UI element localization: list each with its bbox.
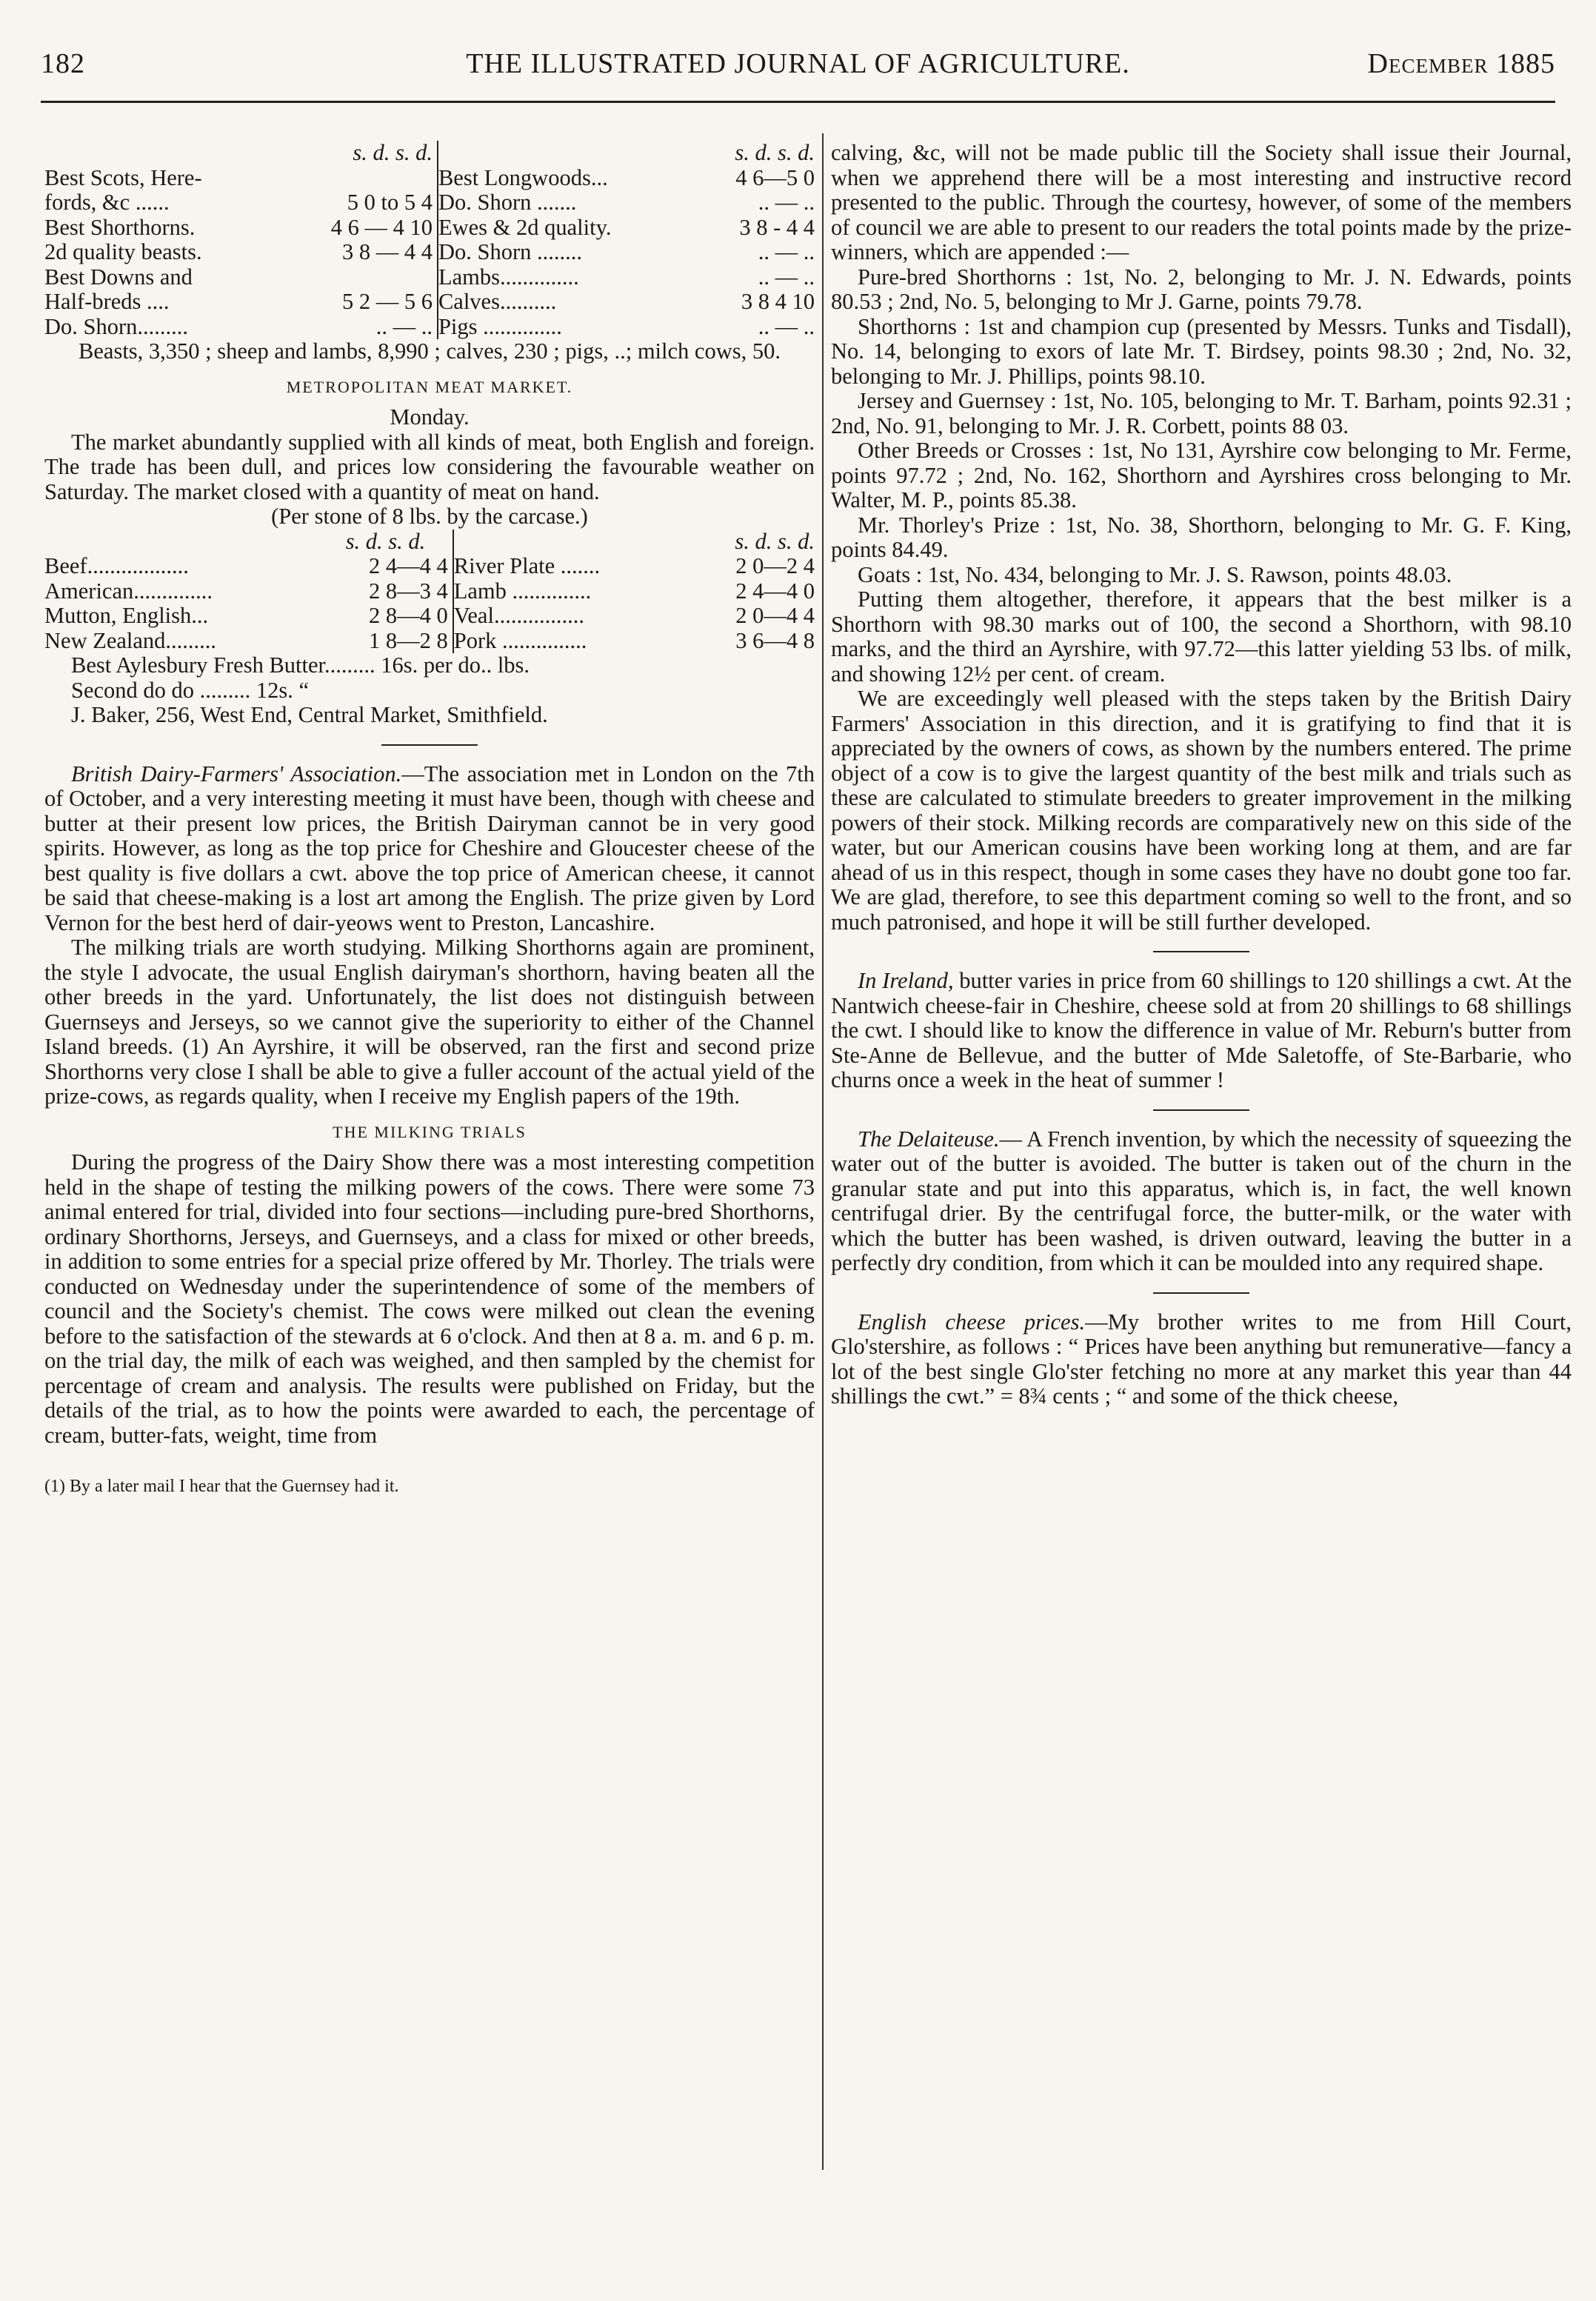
price-row bbox=[44, 604, 815, 629]
meat-market-day: Monday. bbox=[390, 404, 470, 430]
price-right: 3 8 4 10 bbox=[741, 289, 815, 314]
cheese-prices-paragraph bbox=[831, 1310, 1572, 1409]
cheese-prices-text: —My brother writes to me from Hill Court, Glo'stershire, as follows : “ Prices have been anything but remunerative—fancy a lot of the best single Glo'ster fetching no more at any market this year than 44 shillings the cwt.” = 8¾ cents ; “ and some of the thick cheese, bbox=[831, 1309, 1572, 1409]
result-jersey-guernsey: Jersey and Guernsey : 1st, No. 105, belonging to Mr. T. Barham, points 92.31 ; 2nd, No. 91, belonging to Mr. J. R. Corbett, points 88 03. bbox=[831, 388, 1572, 438]
item-right: Lamb .............. bbox=[453, 578, 592, 604]
result-pure-bred-shorthorns: Pure-bred Shorthorns : 1st, No. 2, belonging to Mr. J. N. Edwards, points 80.53 ; 2nd, No. 5, belonging to Mr J. Garne, points 79.78. bbox=[831, 264, 1572, 314]
issue-date: December 1885 bbox=[1367, 48, 1555, 79]
section-divider bbox=[1153, 1292, 1249, 1294]
cattle-rows bbox=[44, 166, 815, 340]
right-column bbox=[831, 141, 1572, 1409]
footnote: (1) By a later mail I hear that the Guernsey had it. bbox=[44, 1477, 399, 1496]
price-left: 5 0 to 5 4 bbox=[278, 190, 438, 216]
meat-market-report: The market abundantly supplied with all kinds of meat, both English and foreign. The trade has been dull, and prices low considering the favourable weather on Saturday. The market closed with a quantity of meat on hand. bbox=[44, 429, 815, 504]
meat-head-right: s. d. s. d. bbox=[735, 528, 815, 554]
item-right: Best Longwoods... bbox=[438, 164, 608, 190]
result-other-breeds: Other Breeds or Crosses : 1st, No 131, Ayrshire cow belonging to Mr. Ferme, points 97.72 ; 2nd, No. 162, Shorthorn and Ayrshires cross belonging to Mr. Walter, M. P., points 85.38. bbox=[831, 438, 1572, 512]
price-right: 3 8 - 4 4 bbox=[739, 214, 815, 240]
price-left bbox=[278, 166, 438, 191]
price-right: 2 0—4 4 bbox=[735, 603, 815, 628]
ireland-text: butter varies in price from 60 shillings to 120 shillings a cwt. At the Nantwich cheese-fair in Cheshire, cheese sold at from 20 shillings to 68 shillings the cwt. I should like to know the difference in value of Mr. Reburn's butter from Ste-Anne de Bellevue, and the butter of Mde Saletoffe, of Ste-Barbarie, who churns once a week in the heat of summer ! bbox=[831, 968, 1572, 1092]
item-right: Do. Shorn ....... bbox=[438, 190, 577, 215]
section-divider bbox=[1153, 951, 1249, 952]
best-milker-summary: Putting them altogether, therefore, it appears that the best milker is a Shorthorn with 98.30 marks out of 100, the second a Shorthorn, with 98.10 marks, and the third an Ayrshire, with 97.72—this latter yielding 53 lbs. of milk, and showing 12½ per cent. of cream. bbox=[831, 587, 1572, 687]
item-right: Ewes & 2d quality. bbox=[438, 214, 612, 240]
left-column bbox=[44, 141, 815, 1500]
section-divider bbox=[381, 744, 478, 746]
item-left: Beef.................. bbox=[44, 553, 189, 578]
journal-title: THE ILLUSTRATED JOURNAL OF AGRICULTURE. bbox=[466, 48, 1130, 79]
market-signature: J. Baker, 256, West End, Central Market, Smithfield. bbox=[71, 702, 548, 727]
item-left: Best Scots, Here- bbox=[44, 164, 202, 190]
price-left: 1 8—2 8 bbox=[318, 629, 453, 654]
price-right: .. — .. bbox=[758, 264, 815, 290]
price-row bbox=[44, 265, 815, 290]
page-header bbox=[41, 47, 1555, 92]
milking-trials-paragraph: The milking trials are worth studying. Milking Shorthorns again are prominent, the style I advocate, the usual English dairyman's shorthorn, having beaten all the other breeds in the yard. Unfortunately, the list does not distinguish between Guernseys and Jerseys, so we cannot give the superiority to either of the Channel Island breeds. (1) An Ayrshire, it will be observed, ran the first and second prize Shorthorns very close I shall be able to give a fuller account of the actual yield of the prize-cows, as regards quality, when I receive my English papers of the 19th. bbox=[44, 935, 815, 1109]
meat-head-left: s. d. s. d. bbox=[318, 530, 453, 555]
price-row bbox=[44, 190, 815, 216]
price-left: 2 4—4 4 bbox=[318, 554, 453, 579]
item-right: Calves.......... bbox=[438, 289, 557, 314]
dairy-association-paragraph bbox=[44, 762, 815, 936]
price-left: 2 8—4 0 bbox=[318, 604, 453, 629]
price-right: .. — .. bbox=[758, 190, 815, 215]
delaiteuse-title: The Delaiteuse. bbox=[858, 1126, 1000, 1152]
item-left: Best Shorthorns. bbox=[44, 214, 196, 240]
item-left: Mutton, English... bbox=[44, 603, 209, 628]
price-row bbox=[44, 240, 815, 265]
cattle-price-table bbox=[44, 141, 815, 339]
delaiteuse-paragraph bbox=[831, 1127, 1572, 1276]
dairy-association-title: British Dairy-Farmers' Association. bbox=[71, 761, 402, 787]
result-thorley-prize: Mr. Thorley's Prize : 1st, No. 38, Shorthorn, belonging to Mr. G. F. King, points 84.49. bbox=[831, 512, 1572, 562]
price-row bbox=[44, 166, 815, 191]
price-row bbox=[44, 579, 815, 604]
item-right: Lambs.............. bbox=[438, 264, 579, 290]
item-left: Best Downs and bbox=[44, 264, 193, 290]
price-row bbox=[44, 315, 815, 340]
price-left: 5 2 — 5 6 bbox=[278, 290, 438, 315]
price-right: .. — .. bbox=[758, 313, 815, 339]
price-row bbox=[44, 554, 815, 579]
item-left: Half-breds .... bbox=[44, 289, 170, 314]
meat-price-table bbox=[44, 530, 815, 654]
editorial-comment: We are exceedingly well pleased with the steps taken by the British Dairy Farmers' Association in this direction, and it is gratifying to find that it is appreciated by the owners of cows, as shown by the numbers entered. The prime object of a cow is to give the largest quantity of the best milk and trials such as these are calculated to stimulate breeders to greater improvement in the milking powers of their stock. Milking records are comparatively new on this side of the water, but our American cousins have been working long at them, and are far ahead of us in this respect, though in some cases they have no doubt gone too far. We are glad, therefore, to see this department coming so well to the front, and so much patronised, and hope it will be still further developed. bbox=[831, 686, 1572, 935]
item-right: Pork ............... bbox=[453, 627, 587, 653]
item-right: River Plate ....... bbox=[453, 553, 601, 578]
price-left: 4 6 — 4 10 bbox=[278, 216, 438, 241]
cheese-prices-title: English cheese prices. bbox=[858, 1309, 1086, 1335]
price-left: 2 8—3 4 bbox=[318, 579, 453, 604]
price-left: .. — .. bbox=[278, 315, 438, 340]
ireland-title: In Ireland, bbox=[858, 968, 954, 993]
ireland-paragraph bbox=[831, 969, 1572, 1093]
item-right: Do. Shorn ........ bbox=[438, 239, 582, 264]
price-right: 2 4—4 0 bbox=[735, 578, 815, 604]
page-number: 182 bbox=[41, 48, 85, 79]
price-row bbox=[44, 216, 815, 241]
meat-market-heading: METROPOLITAN MEAT MARKET. bbox=[286, 377, 573, 396]
item-left: fords, &c ...... bbox=[44, 190, 170, 215]
meat-rows bbox=[44, 554, 815, 653]
price-right: 2 0—2 4 bbox=[735, 553, 815, 578]
item-left: Do. Shorn......... bbox=[44, 313, 189, 339]
column-divider bbox=[822, 133, 824, 2170]
delaiteuse-text: — A French invention, by which the necessity of squeezing the water out of the butter is avoided. The butter is taken out of the churn in the granular state and put into this apparatus, which is, in fact, the well known centrifugal drier. By the centrifugal force, the butter-milk, or the water with which the butter has been washed, is driven outward, leaving the butter in a perfectly dry condition, from which it can be moulded into any required shape. bbox=[831, 1126, 1572, 1275]
dairy-association-text: —The association met in London on the 7th of October, and a very interesting meeting it must have been, though with cheese and butter at their present low prices, the British Dairyman cannot be in very good spirits. However, as long as the top price for Cheshire and Gloucester cheese of the best quality is five dollars a cwt. above the top price of American cheese, it cannot be said that cheese-making is a lost art among the English. The prize given by Lord Vernon for the best herd of dair-yeows went to Preston, Lancashire. bbox=[44, 761, 815, 935]
price-row bbox=[44, 629, 815, 654]
item-left: American.............. bbox=[44, 578, 213, 604]
butter-price-line: Best Aylesbury Fresh Butter......... 16s. per do.. lbs. bbox=[71, 652, 530, 678]
milking-trials-report: During the progress of the Dairy Show there was a most interesting competition held in the shape of testing the milking powers of the cows. There were some 73 animal entered for trial, divided into four sections—including pure-bred Shorthorns, ordinary Shorthorns, Jerseys, and Guernseys, and a class for mixed or other breeds, in addition to some entries for a special prize offered by Mr. Thorley. The trials were conducted on Wednesday under the superintendence of some of the members of council and the Society's chemist. The cows were milked out clean the evening before to the satisfaction of the stewards at 6 o'clock. And then at 8 a. m. and 6 p. m. on the trial day, the milk of each was weighed, and then sampled by the chemist for percentage of cream and analysis. The results were published on Friday, but the details of the trial, as to how the points were awarded to each, the percentage of cream, butter-fats, weight, time from bbox=[44, 1149, 815, 1448]
market-totals: Beasts, 3,350 ; sheep and lambs, 8,990 ; calves, 230 ; pigs, ..; milch cows, 50. bbox=[79, 338, 781, 364]
butter-price-line: Second do do ......... 12s. “ bbox=[71, 677, 310, 703]
cattle-head-left: s. d. s. d. bbox=[278, 141, 438, 166]
price-row bbox=[44, 290, 815, 315]
trials-continued: calving, &c, will not be made public till the Society shall issue their Journal, when we apprehend there will be a most interesting and instructive record presented to the public. Through the courtesy, however, of some of the members of council we are able to present to our readers the total points made by the prize-winners, which are appended :— bbox=[831, 140, 1572, 264]
milking-trials-heading: THE MILKING TRIALS bbox=[333, 1122, 527, 1141]
price-left bbox=[278, 265, 438, 290]
price-right: .. — .. bbox=[758, 239, 815, 264]
header-rule bbox=[41, 101, 1555, 103]
meat-unit-note: (Per stone of 8 lbs. by the carcase.) bbox=[271, 504, 588, 529]
item-right: Veal................ bbox=[453, 603, 584, 628]
item-left: New Zealand......... bbox=[44, 627, 217, 653]
cattle-head-right: s. d. s. d. bbox=[735, 140, 815, 165]
price-right: 4 6—5 0 bbox=[735, 164, 815, 190]
result-shorthorns: Shorthorns : 1st and champion cup (presented by Messrs. Tunks and Tisdall), No. 14, belonging to exors of late Mr. T. Birdsey, points 98.30 ; 2nd, No. 32, belonging to Mr. J. Phillips, points 98.10. bbox=[831, 313, 1572, 389]
result-goats: Goats : 1st, No. 434, belonging to Mr. J. S. Rawson, points 48.03. bbox=[858, 561, 1452, 587]
price-left: 3 8 — 4 4 bbox=[278, 240, 438, 265]
section-divider bbox=[1153, 1109, 1249, 1111]
item-left: 2d quality beasts. bbox=[44, 239, 202, 264]
price-right: 3 6—4 8 bbox=[735, 627, 815, 653]
item-right: Pigs .............. bbox=[438, 313, 562, 339]
